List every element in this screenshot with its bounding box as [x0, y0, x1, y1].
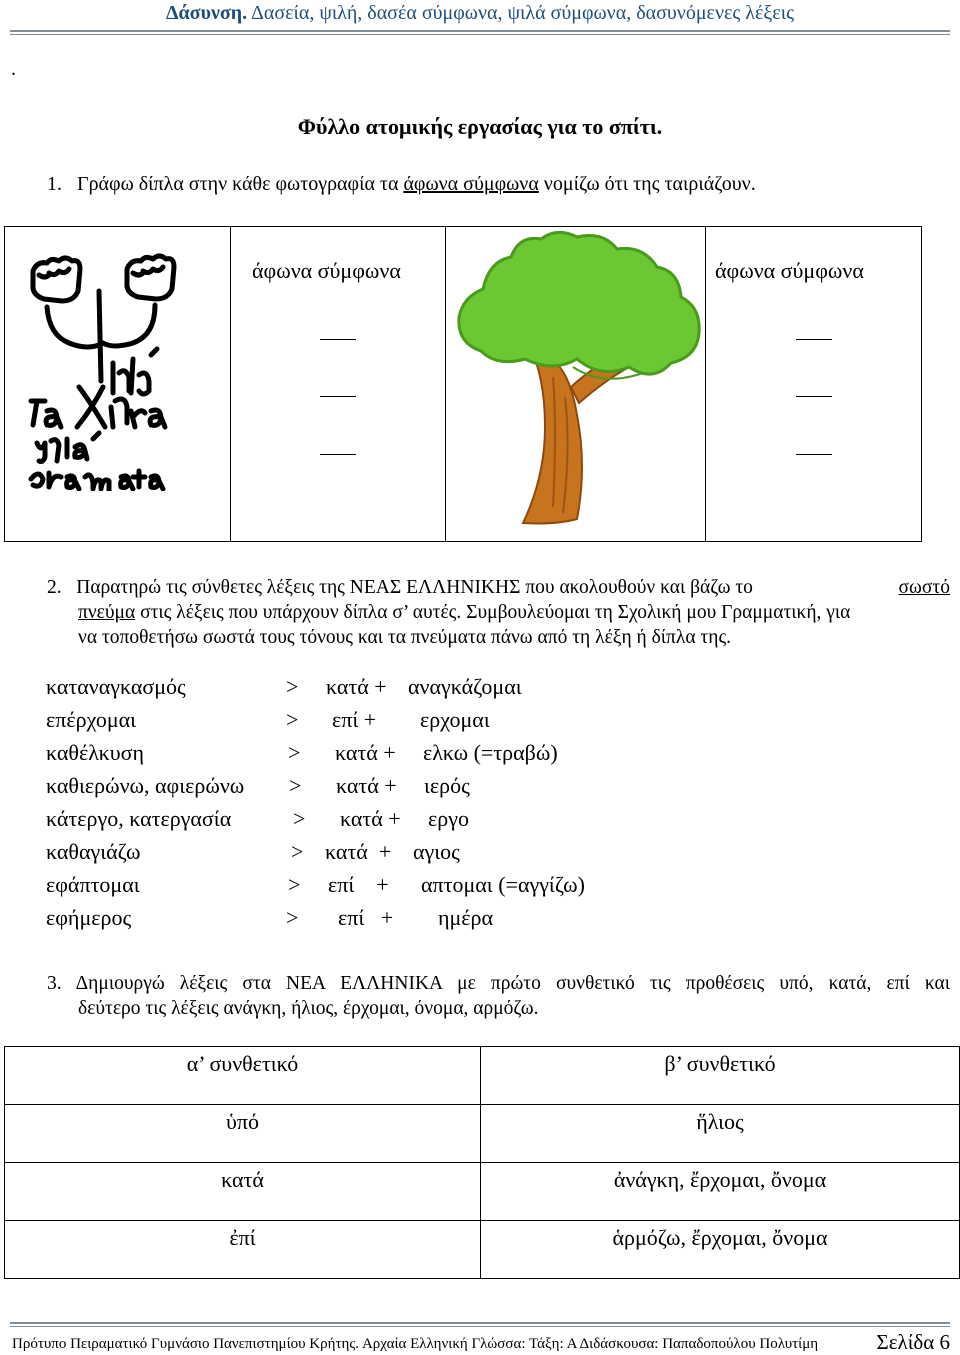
left-column-label: άφωνα σύμφωνα [252, 258, 401, 283]
table-divider [705, 227, 706, 541]
table-row [5, 1105, 960, 1163]
exercise2-line2-text: στις λέξεις που υπάρχουν δίπλα σ’ αυτές. Συμβουλεύομαι τη Σχολική μου Γραμματική, για [135, 602, 851, 623]
prefix: κατά + [335, 740, 396, 765]
header-rule-thin [10, 34, 950, 35]
exercise3-line1-text: Δημιουργώ λέξεις στα ΝΕΑ ΕΛΛΗΝΙΚΑ με πρώτο συνθετικό τις προθέσεις υπό, κατά, επί και [75, 973, 950, 994]
prefix: κατά + [326, 674, 387, 699]
table-cell[interactable]: ἀνάγκη, ἔρχομαι, ὄνομα [481, 1163, 960, 1221]
arrow: > [288, 740, 301, 765]
root-word[interactable]: ιερός [424, 773, 470, 798]
exercise1-text-before: Γράφω δίπλα στην κάθε φωτογραφία τα [77, 173, 404, 195]
exercise2-line1 [47, 575, 950, 600]
tree-illustration [453, 227, 705, 527]
right-column-label: άφωνα σύμφωνα [715, 258, 864, 283]
stray-dot: . [11, 58, 16, 80]
compound-word: επέρχομαι [46, 707, 137, 732]
exercise2-number: 2. [47, 577, 62, 598]
table-cell[interactable]: ὑπό [5, 1105, 481, 1163]
worksheet-title: Φύλλο ατομικής εργασίας για το σπίτι. [297, 114, 663, 139]
table-cell[interactable]: ἐπί [5, 1221, 481, 1279]
arrow: > [291, 839, 304, 864]
prefix: επί + [328, 872, 389, 897]
compound-word: καθαγιάζω [46, 839, 141, 864]
footer-rule-thin [10, 1326, 950, 1327]
prefix: επί + [338, 905, 394, 930]
table-cell[interactable]: ἥλιος [481, 1105, 960, 1163]
exercise3-line1 [47, 971, 950, 996]
root-word[interactable]: εργο [428, 806, 469, 831]
arrow: > [286, 674, 299, 699]
arrow: > [293, 806, 306, 831]
compound-word: καθιερώνω, αφιερώνω [46, 773, 245, 798]
footer-page-number: Σελίδα 6 [876, 1330, 950, 1354]
answer-blank-left-3[interactable] [320, 454, 356, 455]
header-rule [10, 30, 950, 32]
exercise2-line2 [47, 600, 950, 625]
exercise2-line1-text: Παρατηρώ τις σύνθετες λέξεις της ΝΕΑΣ ΕΛΛΗΝΙΚΗΣ που ακολουθούν και βάζω το [76, 577, 753, 598]
header-title-bold: Δάσυνση. [165, 2, 248, 24]
exercise3-line2: δεύτερο τις λέξεις ανάγκη, ήλιος, έρχομαι, όνομα, αρμόζω. [78, 998, 539, 1019]
tree-illustration-icon [453, 227, 705, 527]
root-word[interactable]: ερχομαι [420, 707, 490, 732]
psi-hands-drawing [15, 251, 215, 491]
table-divider [230, 227, 231, 541]
answer-blank-right-1[interactable] [796, 339, 832, 340]
answer-blank-right-3[interactable] [796, 454, 832, 455]
prefix: κατά + [325, 839, 392, 864]
exercise3-instruction [47, 971, 950, 1021]
exercise2-line3: να τοποθετήσω σωστά τους τόνους και τα πνεύματα πάνω από τη λέξη ή δίπλα της. [78, 627, 732, 648]
prefix: κατά + [336, 773, 397, 798]
exercise1-text-underlined: άφωνα σύμφωνα [403, 173, 539, 195]
answer-blank-right-2[interactable] [796, 396, 832, 397]
exercise1-number: 1. [47, 173, 62, 195]
compound-word: καθέλκυση [46, 740, 145, 765]
footer-rule [10, 1322, 950, 1324]
root-word[interactable]: ελκω (=τραβώ) [423, 740, 558, 765]
answer-blank-left-2[interactable] [320, 396, 356, 397]
exercise2-line1-underlined: σωστό [898, 577, 950, 598]
table-header-row [5, 1047, 960, 1105]
arrow: > [286, 905, 299, 930]
root-word[interactable]: απτομαι (=αγγίζω) [421, 872, 585, 897]
compound-word: καταναγκασμός [46, 674, 186, 699]
root-word[interactable]: αγιος [413, 839, 460, 864]
page-header-title [0, 2, 960, 25]
exercise2-line2-underlined: πνεύμα [78, 602, 136, 623]
table-divider [445, 227, 446, 541]
table-cell[interactable]: κατά [5, 1163, 481, 1221]
exercise1-table [4, 226, 922, 542]
psi-hands-drawing-icon [15, 251, 215, 491]
table-row [5, 1163, 960, 1221]
arrow: > [289, 773, 302, 798]
root-word[interactable]: αναγκάζομαι [408, 674, 522, 699]
arrow: > [288, 872, 301, 897]
table-cell[interactable]: ἁρμόζω, ἔρχομαι, ὄνομα [481, 1221, 960, 1279]
prefix: επί + [332, 707, 377, 732]
prefix: κατά + [340, 806, 401, 831]
table-header-cell: α’ συνθετικό [5, 1047, 481, 1105]
exercise3-number: 3. [47, 973, 62, 994]
footer-text: Πρότυπο Πειραματικό Γυμνάσιο Πανεπιστημίου Κρήτης. Αρχαία Ελληνική Γλώσσα: Τάξη: Α Διδάσκουσα: Παπαδοπούλου Πολυτίμη [12, 1336, 819, 1352]
exercise1-instruction [47, 172, 756, 197]
table-row [5, 1221, 960, 1279]
compound-word: εφήμερος [46, 905, 132, 930]
table-header-cell: β’ συνθετικό [481, 1047, 960, 1105]
compound-word: κάτεργο, κατεργασία [46, 806, 232, 831]
exercise3-table [4, 1046, 960, 1279]
exercise2-instruction [47, 575, 950, 650]
root-word[interactable]: ημέρα [438, 905, 494, 930]
header-title-rest: Δασεία, ψιλή, δασέα σύμφωνα, ψιλά σύμφωνα, δασυνόμενες λέξεις [247, 2, 795, 24]
answer-blank-left-1[interactable] [320, 339, 356, 340]
compound-word: εφάπτομαι [46, 872, 140, 897]
arrow: > [286, 707, 299, 732]
exercise1-text-after: νομίζω ότι της ταιριάζουν. [538, 173, 756, 195]
